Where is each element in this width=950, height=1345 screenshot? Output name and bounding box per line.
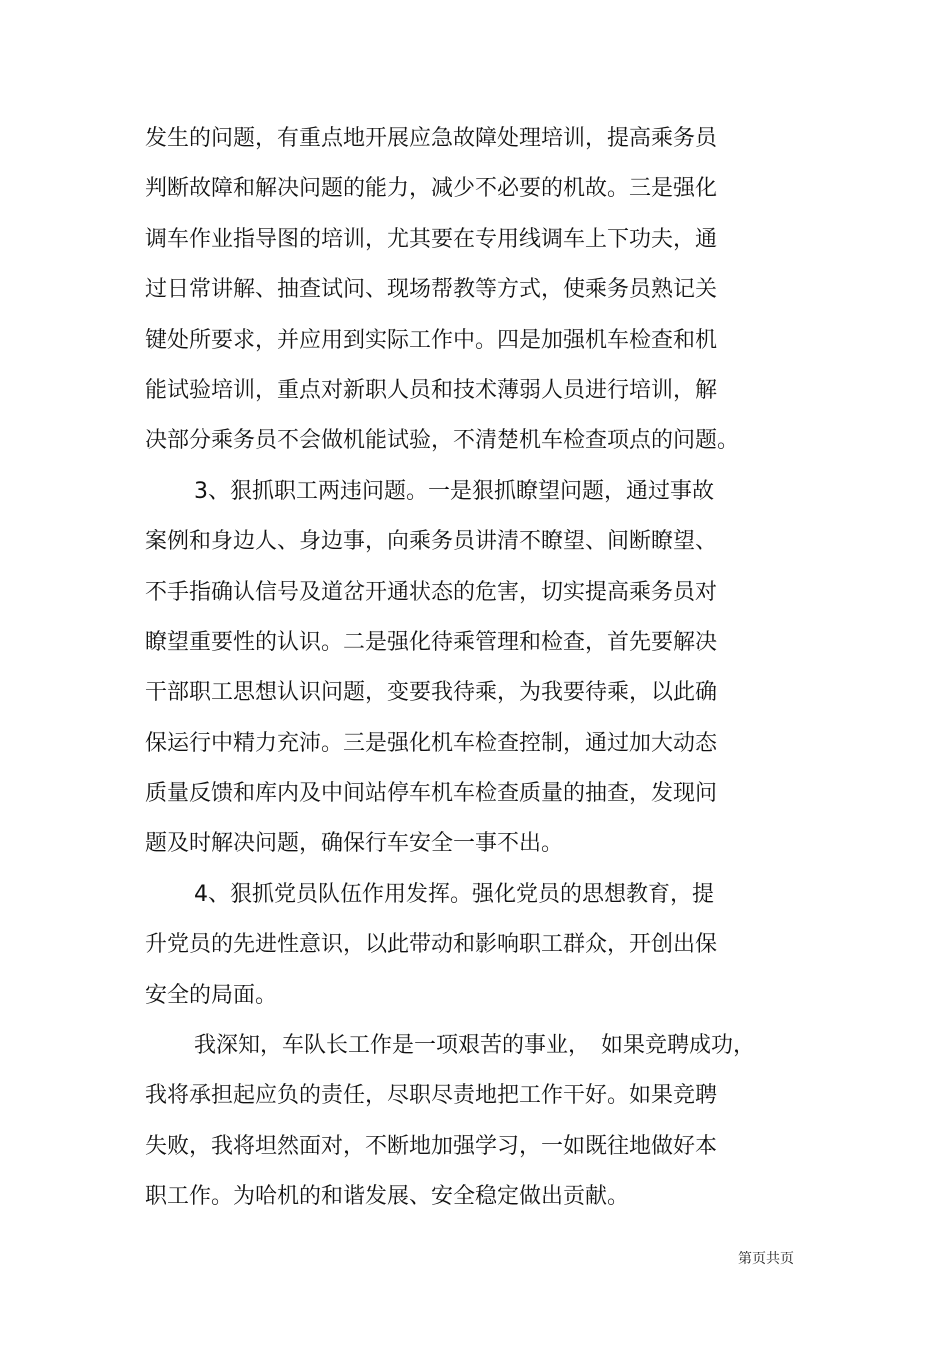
text-line: 调车作业指导图的培训，尤其要在专用线调车上下功夫，通 (145, 226, 718, 252)
text-line: 决部分乘务员不会做机能试验，不清楚机车检查项点的问题。 (145, 428, 740, 454)
text-line: 判断故障和解决问题的能力，减少不必要的机故。三是强化 (145, 176, 718, 202)
paragraph-start-line: 我深知，车队长工作是一项艰苦的事业， 如果竞聘成功， (194, 1033, 756, 1059)
text-line: 案例和身边人、身边事，向乘务员讲清不瞭望、间断瞭望、 (145, 529, 718, 555)
text-line: 不手指确认信号及道岔开通状态的危害，切实提高乘务员对 (145, 579, 718, 605)
text-line: 质量反馈和库内及中间站停车机车检查质量的抽查，发现问 (145, 781, 718, 807)
text-line: 键处所要求，并应用到实际工作中。四是加强机车检查和机 (145, 327, 718, 353)
text-line: 职工作。为哈机的和谐发展、安全稳定做出贡献。 (145, 1184, 630, 1210)
body-text (145, 114, 825, 1223)
paragraph-start-line: 3、狠抓职工两违问题。一是狠抓瞭望问题，通过事故 (194, 478, 714, 504)
text-line: 保运行中精力充沛。三是强化机车检查控制，通过加大动态 (145, 730, 718, 756)
paragraph-start-line: 4、狠抓党员队伍作用发挥。强化党员的思想教育，提 (194, 881, 714, 907)
text-line: 失败，我将坦然面对，不断地加强学习，一如既往地做好本 (145, 1133, 718, 1159)
text-line: 安全的局面。 (145, 982, 278, 1008)
text-line: 能试验培训，重点对新职人员和技术薄弱人员进行培训，解 (145, 377, 718, 403)
text-line: 过日常讲解、抽查试问、现场帮教等方式，使乘务员熟记关 (145, 277, 718, 303)
text-line: 我将承担起应负的责任，尽职尽责地把工作干好。如果竞聘 (145, 1083, 718, 1109)
text-line: 瞭望重要性的认识。二是强化待乘管理和检查，首先要解决 (145, 629, 718, 655)
page-footer: 第页共页 (738, 1251, 794, 1267)
text-line: 发生的问题，有重点地开展应急故障处理培训，提高乘务员 (145, 126, 718, 151)
text-line: 题及时解决问题，确保行车安全一事不出。 (145, 831, 564, 857)
text-line: 升党员的先进性意识，以此带动和影响职工群众，开创出保 (145, 932, 718, 958)
text-line: 干部职工思想认识问题，变要我待乘，为我要待乘，以此确 (145, 680, 718, 706)
